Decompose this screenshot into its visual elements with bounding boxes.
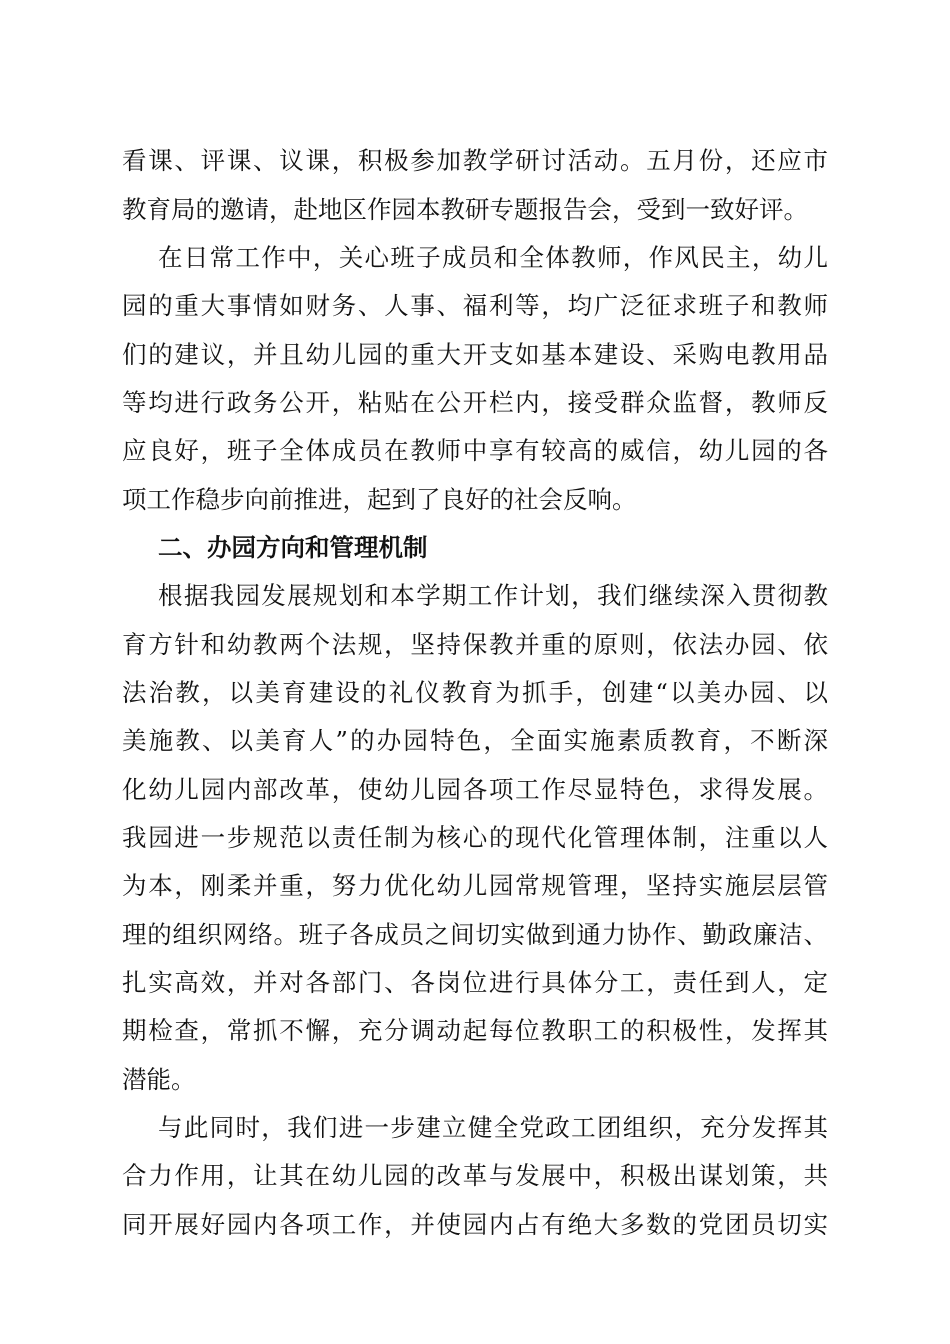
paragraph-2-line-1: 在日常工作中，关心班子成员和全体教师，作风民主，幼儿	[158, 243, 828, 272]
paragraph-2-line-4: 等均进行政务公开，粘贴在公开栏内，接受群众监督，教师反	[122, 388, 828, 417]
paragraph-2-line-3: 们的建议，并且幼儿园的重大开支如基本建设、采购电教用品	[122, 340, 828, 369]
paragraph-4-line-1: 与此同时，我们进一步建立健全党政工团组织，充分发挥其	[158, 1113, 828, 1142]
section-heading: 二、办园方向和管理机制	[158, 533, 428, 562]
paragraph-4-line-3: 同开展好园内各项工作，并使园内占有绝大多数的党团员切实	[122, 1210, 828, 1239]
paragraph-2-line-6: 项工作稳步向前推进，起到了良好的社会反响。	[122, 485, 637, 514]
paragraph-3-line-5: 化幼儿园内部改革，使幼儿园各项工作尽显特色，求得发展。	[122, 775, 828, 804]
paragraph-3-line-8: 理的组织网络。班子各成员之间切实做到通力协作、勤政廉洁、	[122, 920, 828, 949]
paragraph-2-line-2: 园的重大事情如财务、人事、福利等，均广泛征求班子和教师	[122, 291, 828, 320]
paragraph-2-line-5: 应良好，班子全体成员在教师中享有较高的威信，幼儿园的各	[122, 436, 828, 465]
paragraph-3-line-7: 为本，刚柔并重，努力优化幼儿园常规管理，坚持实施层层管	[122, 871, 828, 900]
paragraph-3-line-11: 潜能。	[122, 1065, 196, 1094]
paragraph-3-line-10: 期检查，常抓不懈，充分调动起每位教职工的积极性，发挥其	[122, 1016, 828, 1045]
paragraph-3-line-6: 我园进一步规范以责任制为核心的现代化管理体制，注重以人	[122, 823, 828, 852]
paragraph-1-line-1: 看课、评课、议课，积极参加教学研讨活动。五月份，还应市	[122, 146, 828, 175]
paragraph-1-line-2: 教育局的邀请，赴地区作园本教研专题报告会，受到一致好评。	[122, 195, 808, 224]
paragraph-3-line-4: 美施教、以美育人”的办园特色，全面实施素质教育，不断深	[122, 726, 828, 755]
paragraph-4-line-2: 合力作用，让其在幼儿园的改革与发展中，积极出谋划策，共	[122, 1161, 828, 1190]
paragraph-3-line-3: 法治教，以美育建设的礼仪教育为抓手，创建“以美办园、以	[122, 678, 828, 707]
paragraph-3-line-1: 根据我园发展规划和本学期工作计划，我们继续深入贯彻教	[158, 581, 828, 610]
paragraph-3-line-9: 扎实高效，并对各部门、各岗位进行具体分工，责任到人，定	[122, 968, 828, 997]
paragraph-3-line-2: 育方针和幼教两个法规，坚持保教并重的原则，依法办园、依	[122, 630, 828, 659]
